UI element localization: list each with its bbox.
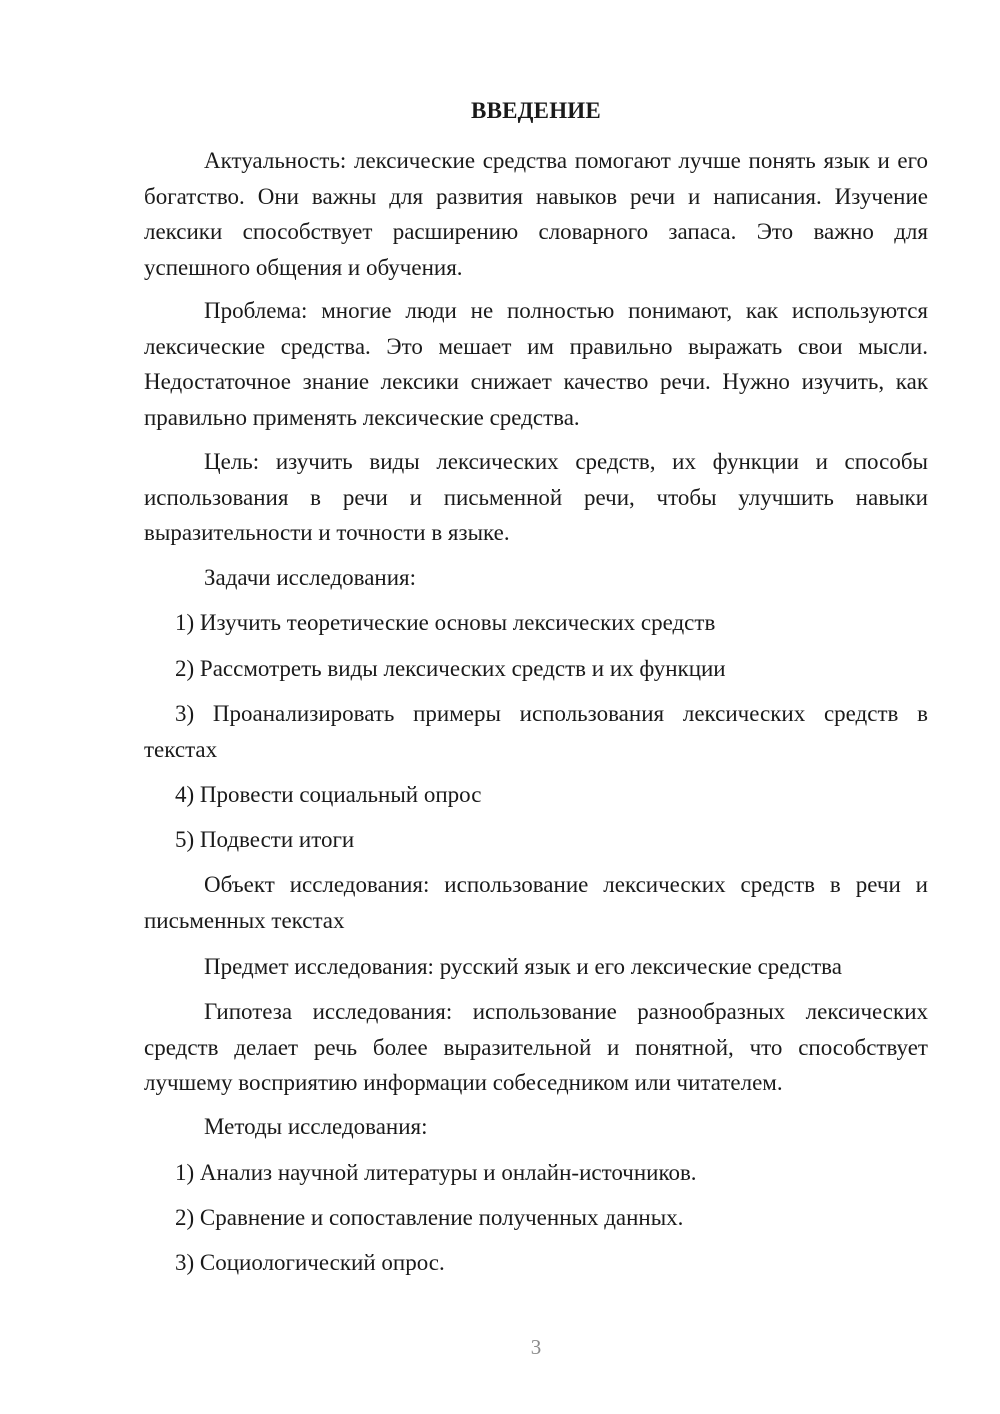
object-paragraph: Объект исследования: использование лексических средств в речи и письменных текстах <box>144 872 928 933</box>
method-item: 2) Сравнение и сопоставление полученных данных. <box>175 1205 684 1230</box>
tasks-heading: Задачи исследования: <box>204 565 417 590</box>
methods-heading: Методы исследования: <box>204 1114 428 1139</box>
hypothesis-paragraph: Гипотеза исследования: использование разнообразных лексических средств делает речь более выразительной и понятной, что способствует лучшему восприятию информации собеседником или читателем. <box>144 999 928 1095</box>
problem-paragraph: Проблема: многие люди не полностью понимают, как используются лексические средства. Это мешает им правильно выражать свои мысли. Недостаточное знание лексики снижает качество речи. Нужно изучить, как правильно применять лексические средства. <box>144 298 928 430</box>
task-item: 3) Проанализировать примеры использования лексических средств в текстах <box>144 701 928 762</box>
page-title: ВВЕДЕНИЕ <box>471 98 601 123</box>
task-item: 5) Подвести итоги <box>175 827 355 852</box>
method-item: 1) Анализ научной литературы и онлайн-источников. <box>175 1160 697 1185</box>
task-item: 1) Изучить теоретические основы лексических средств <box>175 610 716 635</box>
task-item: 4) Провести социальный опрос <box>175 782 482 807</box>
page-number: 3 <box>530 1335 542 1359</box>
goal-paragraph: Цель: изучить виды лексических средств, их функции и способы использования в речи и письменной речи, чтобы улучшить навыки выразительности и точности в языке. <box>144 449 928 545</box>
subject-paragraph: Предмет исследования: русский язык и его лексические средства <box>204 954 842 979</box>
relevance-paragraph: Актуальность: лексические средства помогают лучше понять язык и его богатство. Они важны для развития навыков речи и написания. Изучение лексики способствует расширению словарного запаса. Это важно для успешного общения и обучения. <box>144 148 928 280</box>
task-item: 2) Рассмотреть виды лексических средств и их функции <box>175 656 726 681</box>
method-item: 3) Социологический опрос. <box>175 1250 445 1275</box>
